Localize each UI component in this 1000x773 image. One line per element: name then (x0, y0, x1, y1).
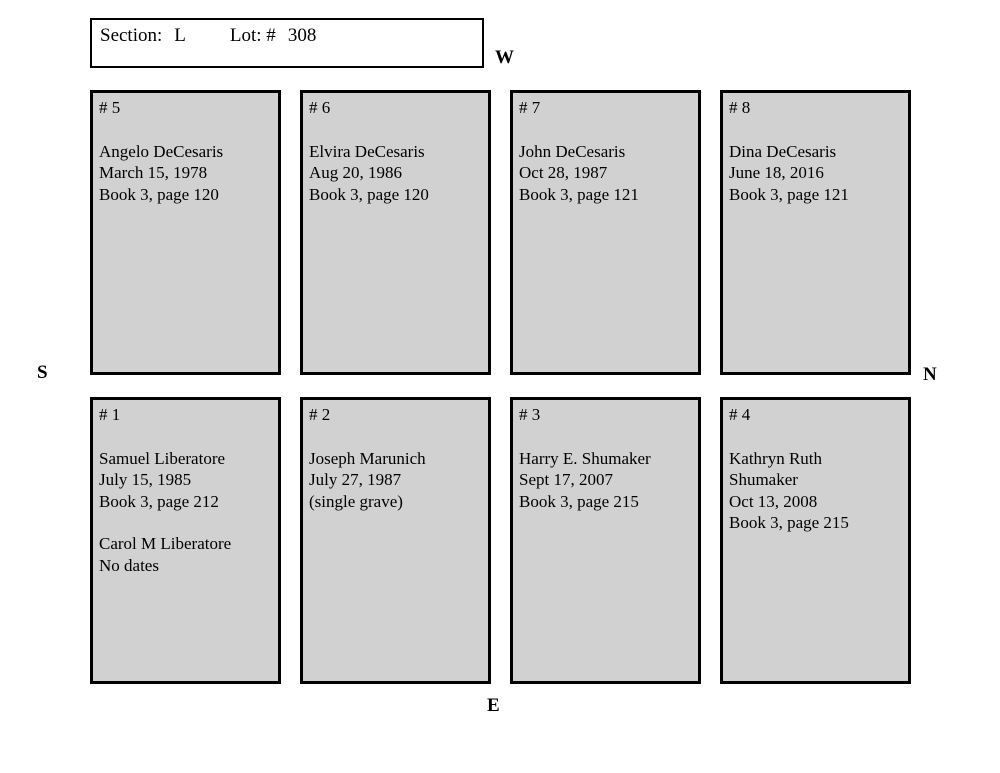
inscription-line: Book 3, page 121 (729, 184, 849, 204)
plot-number: # 4 (729, 405, 751, 424)
inscription-line: Joseph Marunich (309, 448, 426, 468)
inscription-line: March 15, 1978 (99, 163, 208, 182)
inscription-line: Oct 28, 1987 (519, 163, 608, 182)
plot-inscription (729, 448, 902, 534)
plot-inscription (99, 533, 272, 576)
plot-number: # 7 (519, 98, 541, 117)
inscription-line: June 18, 2016 (729, 163, 824, 182)
compass-south-label: S (37, 362, 48, 383)
inscription-line: Carol M Liberatore (99, 534, 232, 553)
inscription-line: July 27, 1987 (309, 470, 402, 489)
lot-label: Lot: # (229, 25, 276, 46)
plot-inscription (309, 141, 482, 206)
plot-number: # 5 (99, 98, 121, 117)
plot-number: # 3 (519, 405, 541, 424)
plot-card (720, 90, 911, 375)
inscription-line: Book 3, page 215 (729, 513, 849, 532)
plot-number: # 1 (99, 405, 121, 424)
plot-card (510, 397, 701, 684)
plot-inscription (519, 141, 692, 206)
compass-north-label: N (923, 364, 937, 385)
inscription-line: Angelo DeCesaris (99, 141, 224, 161)
plot-body (309, 448, 482, 513)
plot-inscription (99, 448, 272, 513)
inscription-line: Book 3, page 120 (99, 184, 219, 204)
plot-body (519, 448, 692, 513)
inscription-line: Sept 17, 2007 (519, 470, 613, 489)
inscription-line: Elvira DeCesaris (309, 141, 425, 161)
inscription-line: Oct 13, 2008 (729, 491, 818, 511)
inscription-line: July 15, 1985 (99, 470, 192, 489)
inscription-line: Book 3, page 215 (519, 491, 639, 511)
plot-inscription (729, 141, 902, 206)
lot-header-box (90, 18, 484, 68)
inscription-line: Harry E. Shumaker (519, 448, 651, 468)
inscription-line: Aug 20, 1986 (309, 163, 403, 182)
plot-body (99, 141, 272, 206)
plot-card (300, 397, 491, 684)
lot-value: 308 (287, 25, 317, 46)
plot-body (309, 141, 482, 206)
section-label: Section: (100, 25, 163, 46)
section-value: L (174, 25, 186, 46)
plot-number: # 8 (729, 98, 751, 117)
plot-inscription (99, 141, 272, 206)
inscription-line: Book 3, page 212 (99, 491, 219, 511)
plot-body (519, 141, 692, 206)
plot-inscription (309, 448, 482, 513)
compass-east-label: E (487, 695, 500, 716)
plot-card (90, 397, 281, 684)
inscription-line: Book 3, page 121 (519, 184, 639, 204)
inscription-line: Kathryn Ruth (729, 448, 823, 468)
lot-header-text (92, 20, 482, 47)
plot-inscription (519, 448, 692, 513)
plot-card (90, 90, 281, 375)
plot-card (720, 397, 911, 684)
inscription-line: No dates (99, 555, 159, 575)
inscription-line: Shumaker (729, 470, 798, 489)
plot-card (300, 90, 491, 375)
plot-body (729, 448, 902, 534)
inscription-line: Book 3, page 120 (309, 184, 429, 204)
plot-body (729, 141, 902, 206)
plots-grid (90, 90, 911, 684)
inscription-line: Dina DeCesaris (729, 141, 837, 161)
plot-body (99, 448, 272, 577)
inscription-line: John DeCesaris (519, 141, 626, 161)
plot-number: # 2 (309, 405, 331, 424)
plot-card (510, 90, 701, 375)
inscription-line: (single grave) (309, 491, 403, 511)
inscription-line: Samuel Liberatore (99, 448, 226, 468)
plot-number: # 6 (309, 98, 331, 117)
compass-west-label: W (495, 47, 514, 68)
